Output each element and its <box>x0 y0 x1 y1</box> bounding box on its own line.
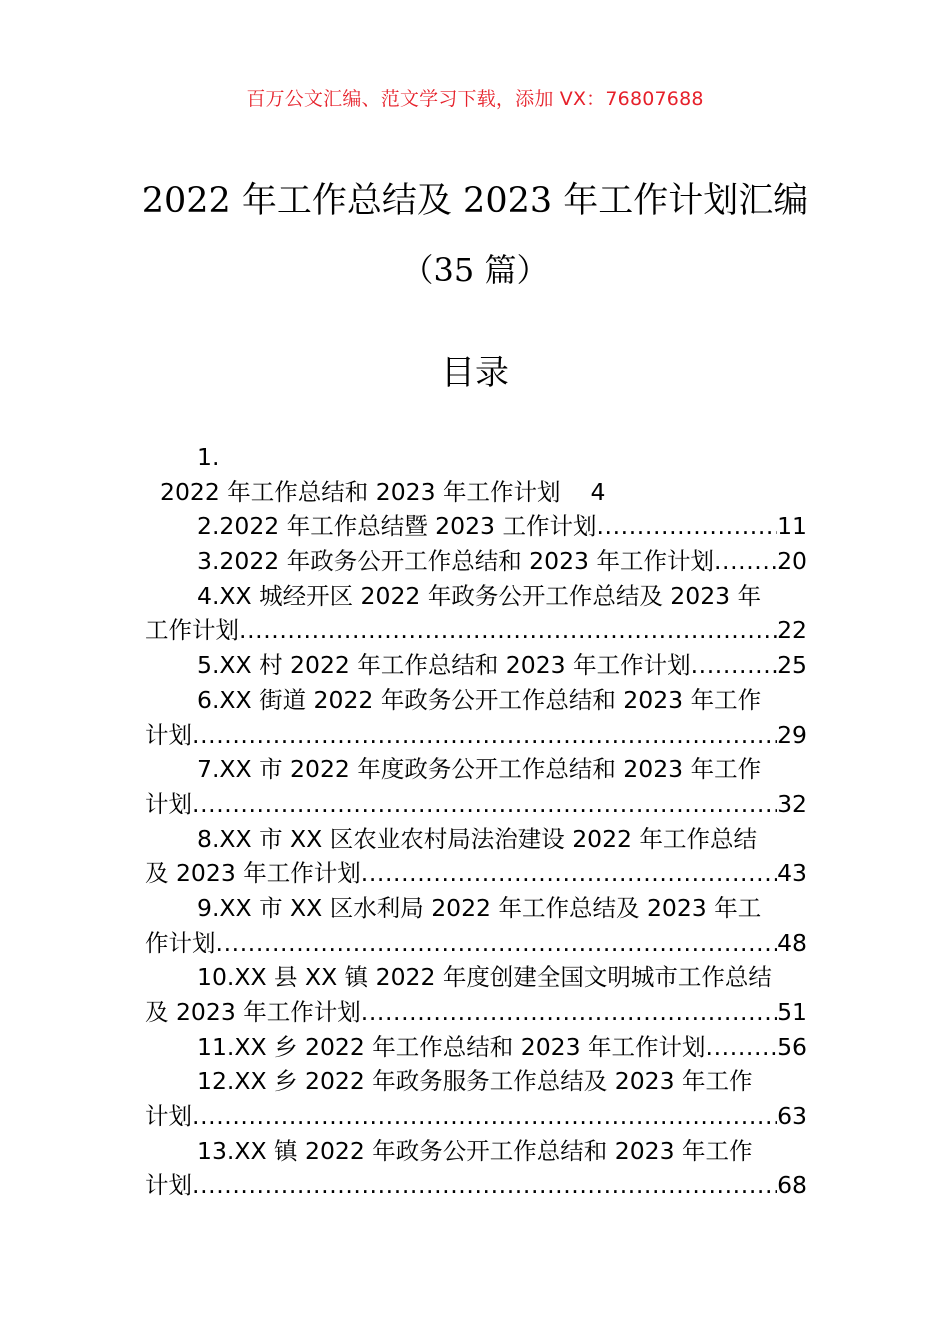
toc-entry-page: 22 <box>777 616 807 645</box>
toc-entry-page: 25 <box>777 651 807 680</box>
toc-entry-11[interactable] <box>145 1030 807 1065</box>
toc-entry-number: 1. <box>197 443 220 471</box>
header-note: 百万公文汇编、范文学习下载，添加 VX：76807688 <box>246 88 704 110</box>
toc-entry-9-line2[interactable] <box>145 926 807 961</box>
toc-entry-1-number-line[interactable] <box>145 440 807 475</box>
toc-leader-dots <box>192 787 777 822</box>
toc-entry-title: 2022 年工作总结和 2023 年工作计划 <box>160 477 561 506</box>
toc-entry-title: 11.XX 乡 2022 年工作总结和 2023 年工作计划 <box>197 1032 706 1061</box>
toc-entry-title: 10.XX 县 XX 镇 2022 年度创建全国文明城市工作总结 <box>197 963 772 992</box>
toc-entry-2[interactable] <box>145 509 807 544</box>
toc-entry-title: 9.XX 市 XX 区水利局 2022 年工作总结及 2023 年工 <box>197 893 762 922</box>
toc-leader-dots <box>192 718 777 753</box>
toc-entry-page: 63 <box>777 1102 807 1131</box>
toc-entry-10-line1[interactable] <box>145 960 807 995</box>
toc-entry-page: 68 <box>777 1171 807 1200</box>
toc-heading: 目录 <box>441 353 509 393</box>
toc-entry-title: 13.XX 镇 2022 年政务公开工作总结和 2023 年工作 <box>197 1136 753 1165</box>
toc-entry-12-line1[interactable] <box>145 1064 807 1099</box>
toc-leader-dots <box>596 509 777 544</box>
toc-entry-title: 7.XX 市 2022 年度政务公开工作总结和 2023 年工作 <box>197 755 762 784</box>
toc-entry-6-line2[interactable] <box>145 718 807 753</box>
toc-leader-dots <box>216 926 778 961</box>
toc-entry-page: 11 <box>777 512 807 541</box>
table-of-contents <box>145 440 807 1203</box>
toc-entry-8-line1[interactable] <box>145 822 807 857</box>
toc-entry-title: 4.XX 城经开区 2022 年政务公开工作总结及 2023 年 <box>197 581 762 610</box>
toc-entry-10-line2[interactable] <box>145 995 807 1030</box>
toc-entry-title-cont: 计划 <box>145 1171 192 1200</box>
toc-entry-12-line2[interactable] <box>145 1099 807 1134</box>
toc-entry-7-line1[interactable] <box>145 752 807 787</box>
toc-entry-9-line1[interactable] <box>145 891 807 926</box>
toc-entry-title: 5.XX 村 2022 年工作总结和 2023 年工作计划 <box>197 651 691 680</box>
toc-leader-dots <box>714 544 777 579</box>
toc-entry-1-title-line[interactable] <box>145 475 807 510</box>
toc-entry-title-cont: 计划 <box>145 720 192 749</box>
toc-entry-page: 51 <box>777 998 807 1026</box>
document-subtitle: （35 篇） <box>401 251 549 289</box>
toc-entry-title-cont: 及 2023 年工作计划 <box>145 998 361 1026</box>
document-title: 2022 年工作总结及 2023 年工作计划汇编 <box>141 181 809 221</box>
toc-entry-13-line1[interactable] <box>145 1134 807 1169</box>
toc-entry-page: 20 <box>777 547 807 576</box>
toc-entry-title-cont: 计划 <box>145 1102 192 1131</box>
toc-entry-4-line2[interactable] <box>145 613 807 648</box>
toc-entry-title: 6.XX 街道 2022 年政务公开工作总结和 2023 年工作 <box>197 685 762 714</box>
toc-leader-dots <box>192 1099 777 1134</box>
toc-entry-7-line2[interactable] <box>145 787 807 822</box>
toc-entry-page: 43 <box>777 859 807 888</box>
toc-entry-page: 56 <box>777 1032 807 1061</box>
toc-leader-dots <box>691 648 778 683</box>
toc-entry-4-line1[interactable] <box>145 579 807 614</box>
toc-entry-title-cont: 作计划 <box>145 928 216 957</box>
toc-entry-page: 32 <box>777 789 807 818</box>
toc-entry-page: 48 <box>777 928 807 957</box>
toc-entry-title: 2.2022 年工作总结暨 2023 工作计划 <box>197 512 597 541</box>
toc-leader-dots <box>361 995 777 1030</box>
toc-entry-6-line1[interactable] <box>145 683 807 718</box>
toc-entry-title: 3.2022 年政务公开工作总结和 2023 年工作计划 <box>197 547 714 576</box>
toc-leader-dots <box>361 856 777 891</box>
toc-entry-title-cont: 及 2023 年工作计划 <box>145 859 361 888</box>
toc-entry-13-line2[interactable] <box>145 1168 807 1203</box>
toc-leader-dots <box>239 613 777 648</box>
toc-entry-3[interactable] <box>145 544 807 579</box>
toc-entry-title: 12.XX 乡 2022 年政务服务工作总结及 2023 年工作 <box>197 1067 753 1096</box>
toc-entry-title: 8.XX 市 XX 区农业农村局法治建设 2022 年工作总结 <box>197 824 757 853</box>
toc-entry-title-cont: 工作计划 <box>145 616 239 645</box>
toc-entry-5[interactable] <box>145 648 807 683</box>
toc-entry-8-line2[interactable] <box>145 856 807 891</box>
toc-entry-page: 29 <box>777 720 807 749</box>
toc-leader-dots <box>192 1168 777 1203</box>
toc-entry-title-cont: 计划 <box>145 789 192 818</box>
toc-entry-page: 4 <box>590 477 606 506</box>
toc-leader-dots <box>706 1030 778 1065</box>
